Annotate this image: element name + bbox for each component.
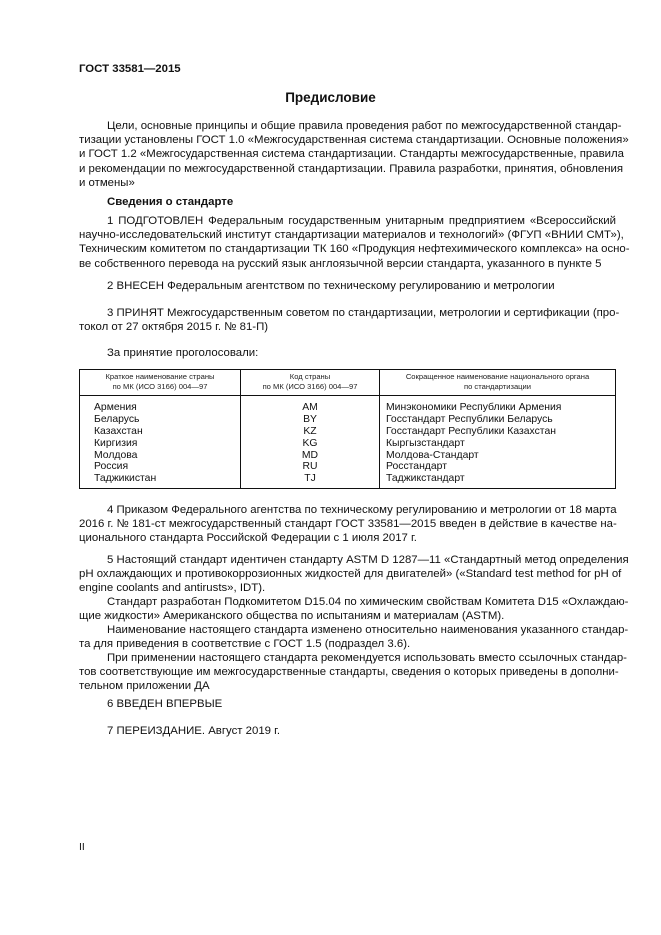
code-cell: RU — [241, 461, 380, 473]
text-line: 5 Настоящий стандарт идентичен стандарту ASTM D 1287—11 «Стандартный метод определения — [107, 554, 629, 566]
column-header-code: Код страны по МК (ИСО 3166) 004—97 — [241, 370, 380, 396]
text-line: токол от 27 октября 2015 г. № 81-П) — [79, 321, 269, 334]
item-4-paragraph — [79, 503, 616, 546]
organ-cell: Молдова-Стандарт — [380, 450, 616, 462]
table-header-row — [80, 370, 616, 396]
table-row — [80, 414, 616, 426]
text-line: engine coolants and antirusts», IDT). — [79, 582, 266, 595]
item-5b-paragraph — [79, 595, 629, 623]
table-row — [80, 426, 616, 438]
country-cell: Таджикистан — [80, 473, 241, 488]
item-5c-paragraph — [79, 623, 629, 651]
item-2-paragraph: 2 ВНЕСЕН Федеральным агентством по техническому регулированию и метрологии — [107, 280, 555, 292]
page-title: Предисловие — [285, 90, 376, 105]
text-line: тизации установлены ГОСТ 1.0 «Межгосударственная система стандартизации. Основные положения» — [79, 134, 629, 147]
organ-cell: Госстандарт Республики Беларусь — [380, 414, 616, 426]
text-line: 3 ПРИНЯТ Межгосударственным советом по стандартизации, метрологии и сертификации (про- — [107, 307, 620, 319]
table-row — [80, 461, 616, 473]
text-line: ционального стандарта Российской Федерации с 1 июля 2017 г. — [79, 532, 417, 545]
item-5-paragraph — [79, 553, 629, 596]
text-line: тов соответствующие им межгосударственные стандарты, сведения о которых приведены в дополни- — [79, 666, 619, 679]
section-heading: Сведения о стандарте — [107, 196, 234, 208]
code-cell: BY — [241, 414, 380, 426]
text-line: Наименование настоящего стандарта изменено относительно наименования указанного стандар- — [107, 624, 629, 636]
item-7-paragraph: 7 ПЕРЕИЗДАНИЕ. Август 2019 г. — [107, 725, 281, 737]
country-cell: Казахстан — [80, 426, 241, 438]
table-row — [80, 438, 616, 450]
table-row — [80, 396, 616, 414]
text-line: Стандарт разработан Подкомитетом D15.04 по химическим свойствам Комитета D15 «Охлаждаю- — [107, 596, 629, 608]
code-cell: KG — [241, 438, 380, 450]
organ-cell: Минэкономики Республики Армения — [380, 396, 616, 414]
table-row — [80, 473, 616, 488]
text-line: 2016 г. № 181-ст межгосударственный стандарт ГОСТ 33581—2015 введен в действие в качестве на- — [79, 518, 617, 531]
table-row — [80, 450, 616, 462]
column-header-country: Краткое наименование страны по МК (ИСО 3166) 004—97 — [80, 370, 241, 396]
item-6-paragraph: 6 ВВЕДЕН ВПЕРВЫЕ — [107, 698, 223, 710]
item-5d-paragraph — [79, 651, 627, 694]
text-line: и отмены» — [79, 176, 135, 189]
organ-cell: Росстандарт — [380, 461, 616, 473]
text-line: тельном приложении ДА — [79, 680, 210, 693]
country-cell: Россия — [80, 461, 241, 473]
organ-cell: Таджикстандарт — [380, 473, 616, 488]
text-line: 1 ПОДГОТОВЛЕН Федеральным государственным унитарным предприятием «Всероссийский — [107, 215, 616, 227]
country-cell: Беларусь — [80, 414, 241, 426]
country-cell: Молдова — [80, 450, 241, 462]
text-line: Цели, основные принципы и общие правила проведения работ по межгосударственной стандар- — [107, 120, 622, 132]
voted-label: За принятие проголосовали: — [107, 347, 259, 359]
text-line: щие жидкости» Американского общества по испытаниям и материалам (ASTM). — [79, 610, 505, 623]
code-cell: MD — [241, 450, 380, 462]
text-line: При применении настоящего стандарта рекомендуется использовать вместо ссылочных стандар- — [107, 652, 627, 664]
standard-number: ГОСТ 33581—2015 — [79, 63, 181, 75]
text-line: та для приведения в соответствие с ГОСТ 1.5 (подраздел 3.6). — [79, 638, 411, 651]
voting-table — [79, 369, 616, 489]
text-line: ве собственного перевода на русский язык англоязычной версии стандарта, указанного в пункте 5 — [79, 257, 602, 270]
text-line: научно-исследовательский институт стандартизации материалов и технологий» (ФГУП «ВНИИ СМТ»), — [79, 229, 624, 242]
text-line: pH охлаждающих и противокоррозионных жидкостей для двигателей» («Standard test method for pH of — [79, 568, 622, 581]
text-line: Техническим комитетом по стандартизации ТК 160 «Продукция нефтехимического комплекса» на осно- — [79, 243, 630, 256]
organ-cell: Госстандарт Республики Казахстан — [380, 426, 616, 438]
text-line: и ГОСТ 1.2 «Межгосударственная система стандартизации. Стандарты межгосударственные, правила — [79, 148, 624, 161]
text-line: 4 Приказом Федерального агентства по техническому регулированию и метрологии от 18 марта — [107, 504, 617, 516]
code-cell: TJ — [241, 473, 380, 488]
country-cell: Киргизия — [80, 438, 241, 450]
code-cell: AM — [241, 396, 380, 414]
organ-cell: Кыргызстандарт — [380, 438, 616, 450]
column-header-organ: Сокращенное наименование национального органа по стандартизации — [380, 370, 616, 396]
item-3-paragraph — [79, 306, 620, 334]
page-number: II — [79, 842, 85, 853]
code-cell: KZ — [241, 426, 380, 438]
country-cell: Армения — [80, 396, 241, 414]
item-1-paragraph — [79, 214, 630, 271]
intro-paragraph — [79, 119, 629, 190]
text-line: и рекомендации по межгосударственной стандартизации. Правила разработки, принятия, обновления — [79, 162, 624, 175]
